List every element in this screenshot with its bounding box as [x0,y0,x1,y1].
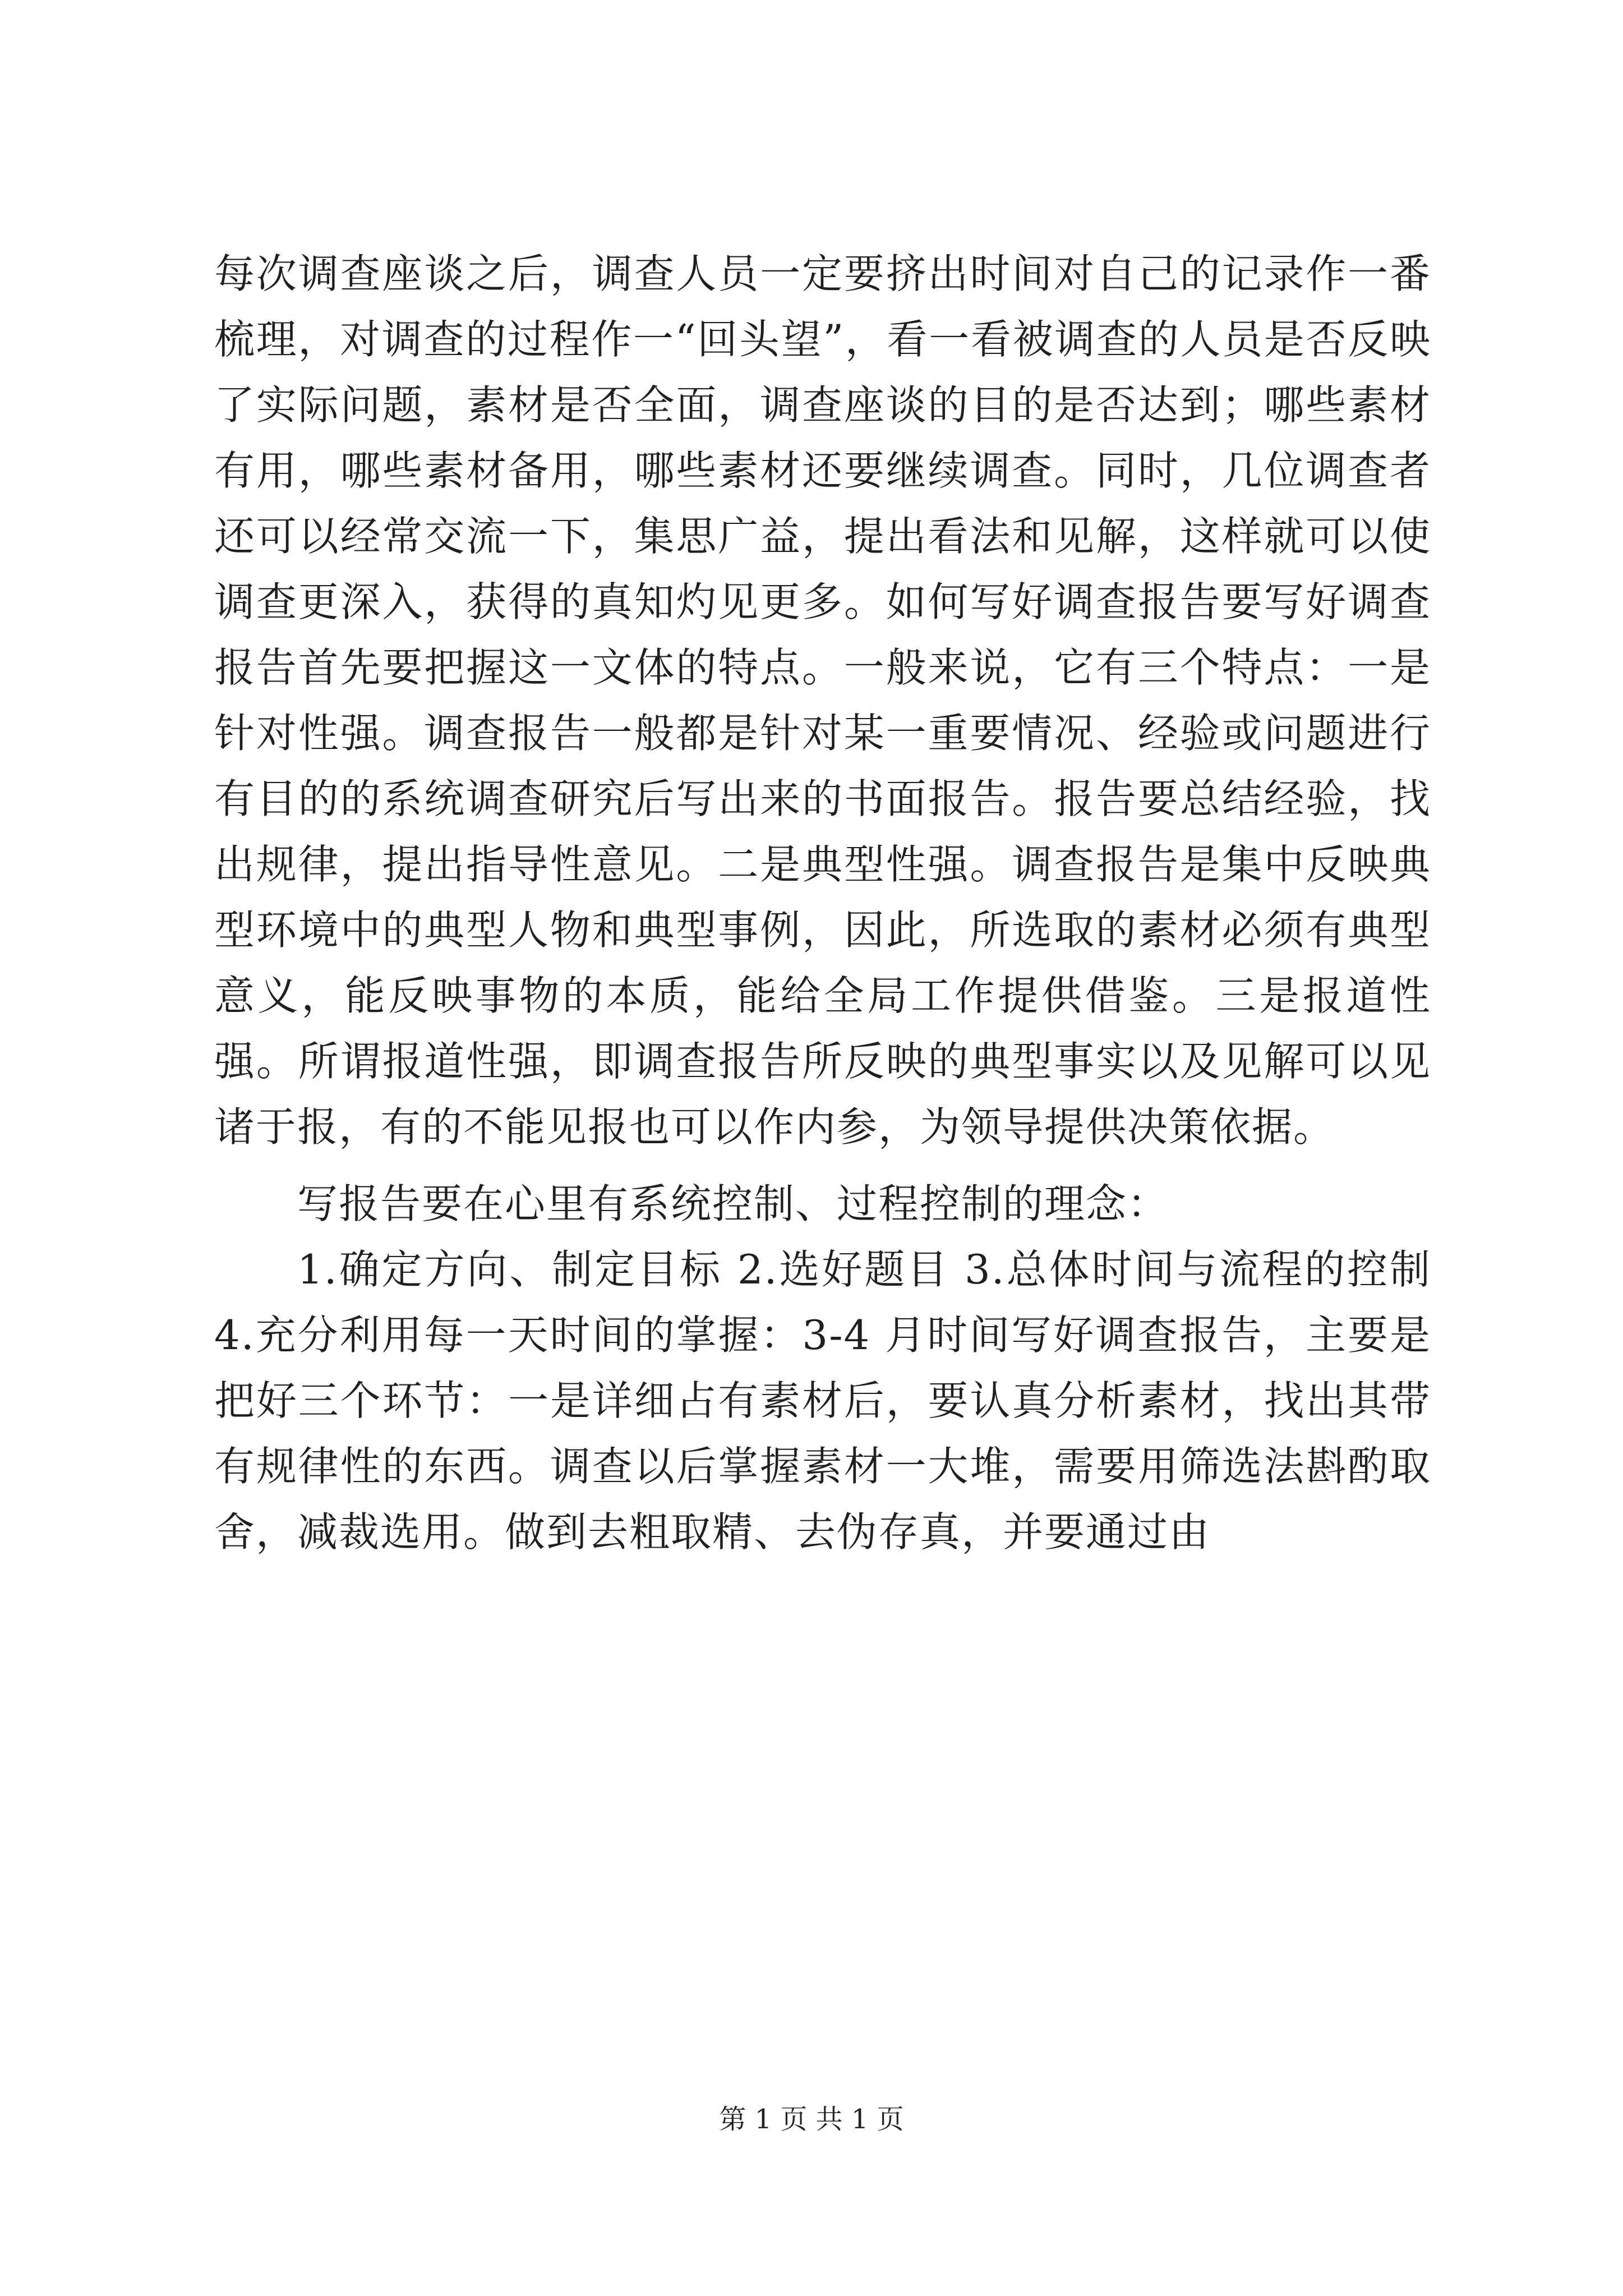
paragraph-1: 每次调查座谈之后，调查人员一定要挤出时间对自己的记录作一番梳理，对调查的过程作一“回头望”，看一看被调查的人员是否反映了实际问题，素材是否全面，调查座谈的目的是否达到；哪些素材有用，哪些素材备用，哪些素材还要继续调查。同时，几位调查者还可以经常交流一下，集思广益，提出看法和见解，这样就可以使调查更深入，获得的真知灼见更多。如何写好调查报告要写好调查报告首先要把握这一文体的特点。一般来说，它有三个特点：一是针对性强。调查报告一般都是针对某一重要情况、经验或问题进行有目的的系统调查研究后写出来的书面报告。报告要总结经验，找出规律，提出指导性意见。二是典型性强。调查报告是集中反映典型环境中的典型人物和典型事例，因此，所选取的素材必须有典型意义，能反映事物的本质，能给全局工作提供借鉴。三是报道性强。所谓报道性强，即调查报告所反映的典型事实以及见解可以见诸于报，有的不能见报也可以作内参，为领导提供决策依据。 [214,250,1431,1151]
page-footer: 第 1 页 共 1 页 [719,2104,904,2135]
document-body [214,241,1431,1565]
paragraph-2: 写报告要在心里有系统控制、过程控制的理念： [297,1180,1169,1227]
paragraph-3: 1.确定方向、制定目标 2.选好题目 3.总体时间与流程的控制 4.充分利用每一天时间的掌握：3-4 月时间写好调查报告，主要是把好三个环节：一是详细占有素材后，要认真分析素材，找出其带有规律性的东西。调查以后掌握素材一大堆，需要用筛选法斟酌取舍，减裁选用。做到去粗取精、去伪存真，并要通过由 [214,1246,1431,1556]
